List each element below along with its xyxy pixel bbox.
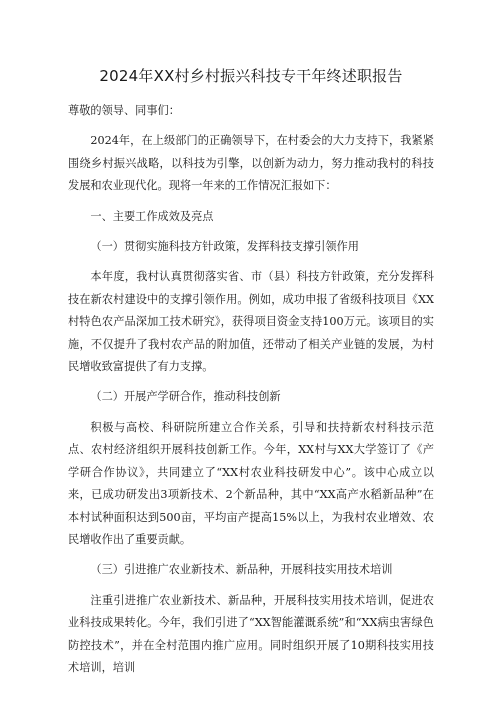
subsection-body-policy: 本年度，我村认真贯彻落实省、市（县）科技方针政策，充分发挥科技在新农村建设中的支撑引领作用。例如，成功申报了省级科技项目《XX村特色农产品深加工技术研究》，获得项目资金支持100万元。该项目的实施，不仅提升了我村农产品的附加值，还带动了相关产业链的发展，为村民增收致富提供了有力支撑。 <box>68 270 434 374</box>
subsection-body-training: 注重引进推广农业新技术、新品种，开展科技实用技术培训，促进农业科技成果转化。今年，我们引进了“XX智能灌溉系统”和“XX病虫害绿色防控技术”，并在全村范围内推广应用。同时组织开展了10期科技实用技术培训，培训 <box>68 593 434 674</box>
subsection-heading-cooperation: （二）开展产学研合作，推动科技创新 <box>90 390 281 404</box>
salutation: 尊敬的领导、同事们： <box>68 104 180 117</box>
subsection-heading-policy: （一）贯彻实施科技方针政策，发挥科技支撑引领作用 <box>90 240 359 254</box>
document-title: 2024年XX村乡村振兴科技专干年终述职报告 <box>99 67 403 85</box>
subsection-heading-training: （三）引进推广农业新技术、新品种，开展科技实用技术培训 <box>90 563 393 577</box>
section-heading-main-achievements: 一、主要工作成效及亮点 <box>90 209 214 223</box>
intro-paragraph: 2024年，在上级部门的正确领导下，在村委会的大力支持下，我紧紧围绕乡村振兴战略，以科技为引擎，以创新为动力，努力推动我村的科技发展和农业现代化。现将一年来的工作情况汇报如下： <box>68 134 434 193</box>
subsection-body-cooperation: 积极与高校、科研院所建立合作关系，引导和扶持新农村科技示范点、农村经济组织开展科技创新工作。今年，XX村与XX大学签订了《产学研合作协议》，共同建立了“XX村农业科技研发中心”。该中心成立以来，已成功研发出3项新技术、2个新品种，其中“XX高产水稻新品种”在本村试种面积达到500亩，平均亩产提高15%以上，为我村农业增效、农民增收作出了重要贡献。 <box>68 420 434 546</box>
